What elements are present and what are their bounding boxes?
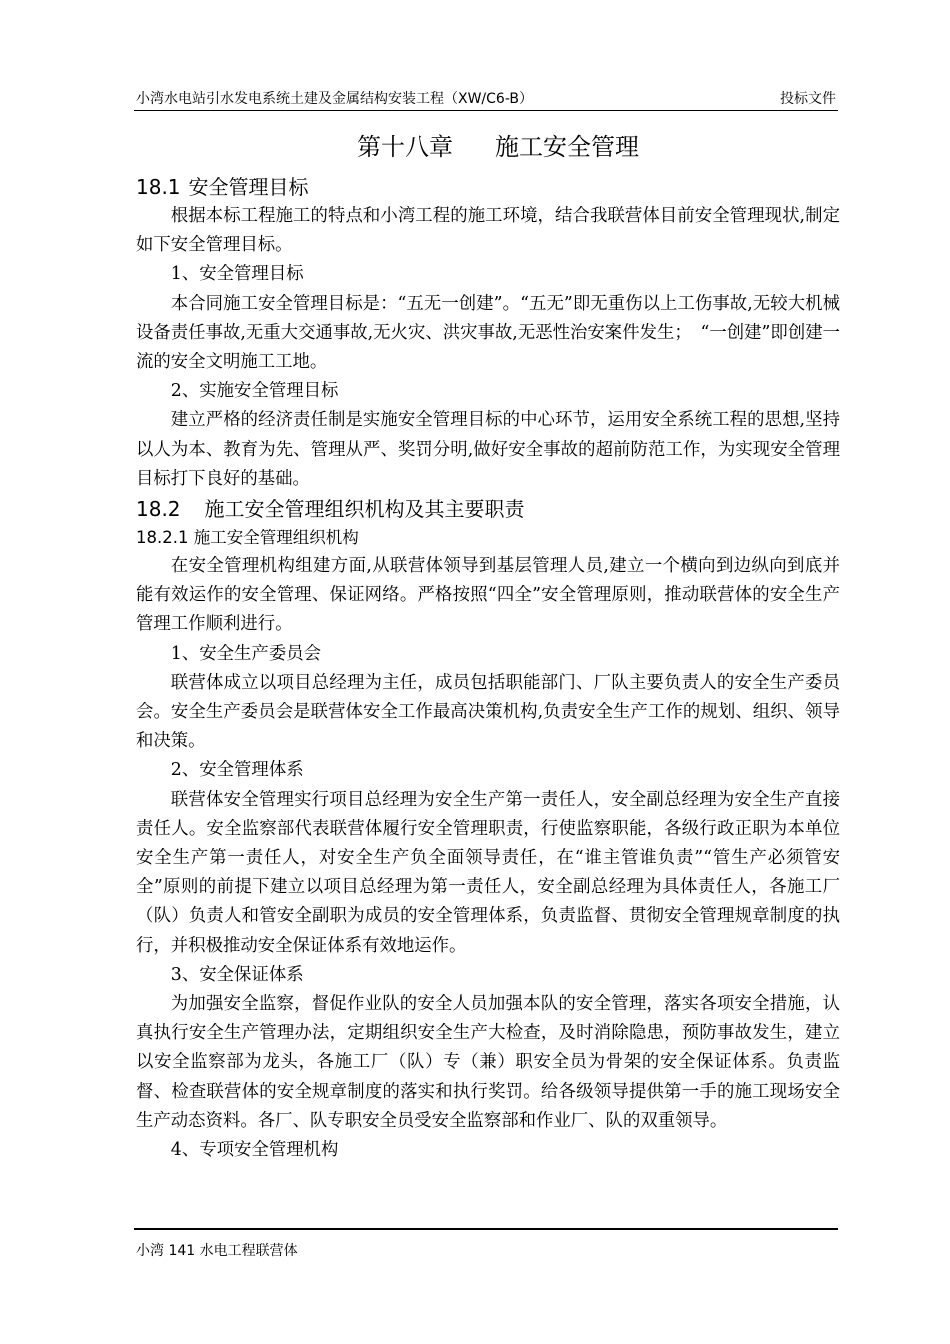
- subsection-title: 施工安全管理组织机构: [193, 528, 359, 548]
- section-heading-18-1: [136, 172, 840, 202]
- footer-organization: 小湾 141 水电工程联营体: [136, 1243, 298, 1259]
- paragraph: 联营体成立以项目总经理为主任，成员包括职能部门、厂队主要负责人的安全生产委员会。安全生产委员会是联营体安全工作最高决策机构,负责安全生产工作的规划、组织、领导和决策。: [136, 672, 840, 752]
- paragraph: 建立严格的经济责任制是实施安全管理目标的中心环节，运用安全系统工程的思想,坚持以人为本、教育为先、管理从严、奖罚分明,做好安全事故的超前防范工作，为实现安全管理目标打下良好的基础。: [136, 410, 840, 489]
- section-number: 18.1: [136, 175, 181, 199]
- subsection-number: 18.2.1: [136, 528, 189, 548]
- chapter-name: 施工安全管理: [495, 133, 639, 161]
- paragraph: 在安全管理机构组建方面,从联营体领导到基层管理人员,建立一个横向到边纵向到底并能有效运作的安全管理、保证网络。严格按照“四全”安全管理原则，推动联营体的安全生产管理工作顺利进行。: [136, 556, 840, 635]
- footer-divider: [134, 1228, 838, 1230]
- section-heading-18-2: [136, 494, 840, 524]
- section-number: 18.2: [136, 497, 181, 522]
- paragraph: 联营体安全管理实行项目总经理为安全生产第一责任人，安全副总经理为安全生产直接责任人。安全监察部代表联营体履行安全管理职责，行使监察职能，各级行政正职为本单位安全生产第一责任人，对安全生产负全面领导责任，在“谁主管谁负责”“管生产必须管安全”原则的前提下建立以项目总经理为第一责任人，安全副总经理为具体责任人，各施工厂（队）负责人和管安全副职为成员的安全管理体系，负责监督、贯彻安全管理规章制度的执行，并积极推动安全保证体系有效地运作。: [136, 789, 840, 956]
- chapter-number: 第十八章: [357, 133, 453, 161]
- paragraph: 本合同施工安全管理目标是：“五无一创建”。“五无”即无重伤以上工伤事故,无较大机械设备责任事故,无重大交通事故,无火灾、洪灾事故,无恶性治安案件发生； “一创建”即创建一流的安全文明施工工地。: [136, 293, 840, 373]
- section-title: 施工安全管理组织机构及其主要职责: [204, 497, 525, 522]
- list-item-heading: 2、安全管理体系: [170, 760, 304, 781]
- paragraph: 根据本标工程施工的特点和小湾工程的施工环境，结合我联营体目前安全管理现状,制定如下安全管理目标。: [136, 206, 840, 256]
- list-item-heading: 1、安全管理目标: [170, 264, 304, 285]
- list-item-heading: 3、安全保证体系: [170, 964, 304, 985]
- page-body: [136, 122, 840, 1165]
- paragraph: 为加强安全监察，督促作业队的安全人员加强本队的安全管理，落实各项安全措施，认真执行安全生产管理办法，定期组织安全生产大检查，及时消除隐患，预防事故发生，建立以安全监察部为龙头，各施工厂（队）专（兼）职安全员为骨架的安全保证体系。负责监督、检查联营体的安全规章制度的落实和执行奖罚。给各级领导提供第一手的施工现场安全生产动态资料。各厂、队专职安全员受安全监察部和作业厂、队的双重领导。: [136, 994, 840, 1131]
- header-project-title: 小湾水电站引水发电系统土建及金属结构安装工程（XW/C6-B）: [136, 91, 533, 107]
- header-divider: [134, 110, 838, 111]
- chapter-title: [136, 122, 840, 172]
- header-document-type: 投标文件: [780, 91, 836, 107]
- section-title: 安全管理目标: [188, 175, 309, 199]
- subsection-heading-18-2-1: [136, 524, 840, 552]
- list-item-heading: 1、安全生产委员会: [170, 643, 321, 664]
- list-item-heading: 4、专项安全管理机构: [170, 1140, 339, 1161]
- list-item-heading: 2、实施安全管理目标: [170, 381, 339, 402]
